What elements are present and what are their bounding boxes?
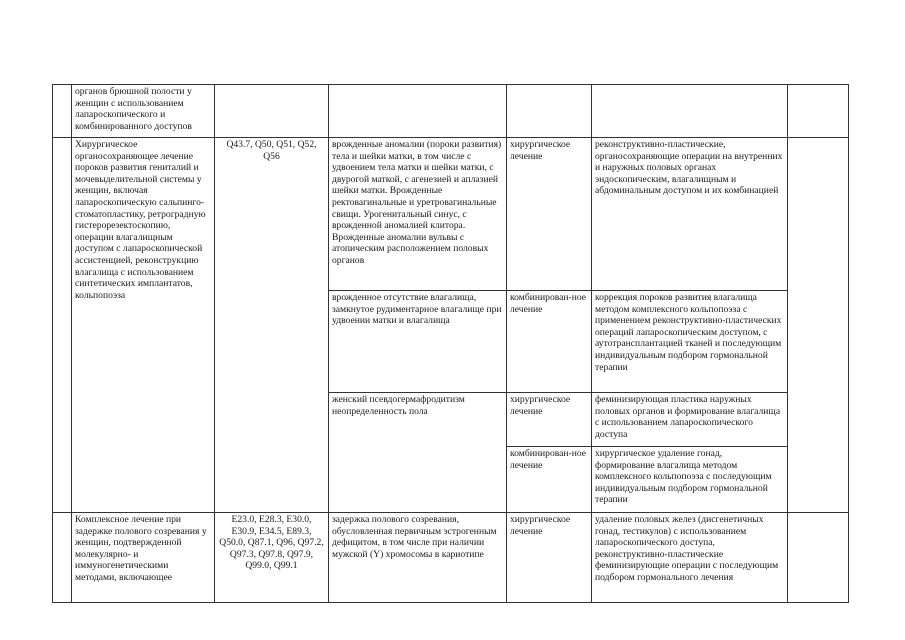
care-type-cell: органов брюшной полости у женщин с использованием лапароскопического и комбинированного доступов: [72, 85, 215, 138]
extra-cell: [788, 138, 849, 513]
patient-model-cell: [329, 85, 507, 138]
treatment-type-cell: хирургическое лечение: [507, 513, 592, 603]
medical-care-table: [52, 84, 849, 603]
treatment-method-cell: реконструктивно-пластические, органосохраняющие операции на внутренних и наружных половых органах эндоскопическим, влагалищным и абдоминальным доступом и их комбинацией: [592, 138, 788, 291]
table-row: [53, 513, 849, 603]
table-row: [53, 138, 849, 291]
icd-codes-cell: Q43.7, Q50, Q51, Q52, Q56: [215, 138, 329, 513]
extra-cell: [788, 513, 849, 603]
treatment-method-cell: удаление половых желез (дисгенетичных гонад, тестикулов) с использованием лапароскопического доступа, реконструктивно-пластические феминизирующие операции с последующим подбором гормонального лечения: [592, 513, 788, 603]
care-type-cell: Хирургическое органосохраняющее лечение пороков развития гениталий и мочевыделительной системы у женщин, включая лапароскопическую сальпинго-стоматопластику, ретроградную гистерорезектоскопию, операции влагалищным доступом с лапароскопической ассистенцией, реконструкцию влагалища с использованием синтетических имплантатов, кольпопоэза: [72, 138, 215, 513]
patient-model-cell: задержка полового созревания, обусловленная первичным эстрогенным дефицитом, в том числе при наличии мужской (Y) хромосомы в кариотипе: [329, 513, 507, 603]
treatment-type-cell: комбинирован-ное лечение: [507, 447, 592, 513]
treatment-method-cell: [592, 85, 788, 138]
treatment-type-cell: хирургическое лечение: [507, 393, 592, 447]
treatment-type-cell: [507, 85, 592, 138]
icd-codes-cell: [215, 85, 329, 138]
document-page: [52, 84, 849, 603]
treatment-method-cell: коррекция пороков развития влагалища методом комплексного кольпопоэза с применением реконструктивно-пластических операций лапароскопическим доступом, с аутотрансплантацией тканей и последующим индивидуальным подбором гормональной терапии: [592, 291, 788, 393]
row-number-cell: [53, 85, 72, 138]
row-number-cell: [53, 513, 72, 603]
treatment-method-cell: хирургическое удаление гонад, формирование влагалища методом комплексного кольпопоэза с последующим индивидуальным подбором гормональной терапии: [592, 447, 788, 513]
patient-model-cell: врожденные аномалии (пороки развития) тела и шейки матки, в том числе с удвоением тела матки и шейки матки, с двурогой маткой, с агенезией и аплазией шейки матки. Врожденные ректовагинальные и уретровагинальные свищи. Урогенитальный синус, с врожденной аномалией клитора. Врожденные аномалии вульвы с атопическим расположением половых органов: [329, 138, 507, 291]
treatment-type-cell: хирургическое лечение: [507, 138, 592, 291]
patient-model-cell: женский псевдогермафродитизм неопределенность пола: [329, 393, 507, 513]
care-type-cell: Комплексное лечение при задержке полового созревания у женщин, подтвержденной молекулярно- и иммуногенетическими методами, включающее: [72, 513, 215, 603]
table-row: [53, 85, 849, 138]
treatment-method-cell: феминизирующая пластика наружных половых органов и формирование влагалища с использованием лапароскопического доступа: [592, 393, 788, 447]
icd-codes-cell: E23.0, E28.3, E30.0, E30.9, E34.5, E89.3, Q50.0, Q87.1, Q96, Q97.2, Q97.3, Q97.8, Q97.9, Q99.0, Q99.1: [215, 513, 329, 603]
extra-cell: [788, 85, 849, 138]
patient-model-cell: врожденное отсутствие влагалища, замкнутое рудиментарное влагалище при удвоении матки и влагалища: [329, 291, 507, 393]
treatment-type-cell: комбинирован-ное лечение: [507, 291, 592, 393]
row-number-cell: [53, 138, 72, 513]
